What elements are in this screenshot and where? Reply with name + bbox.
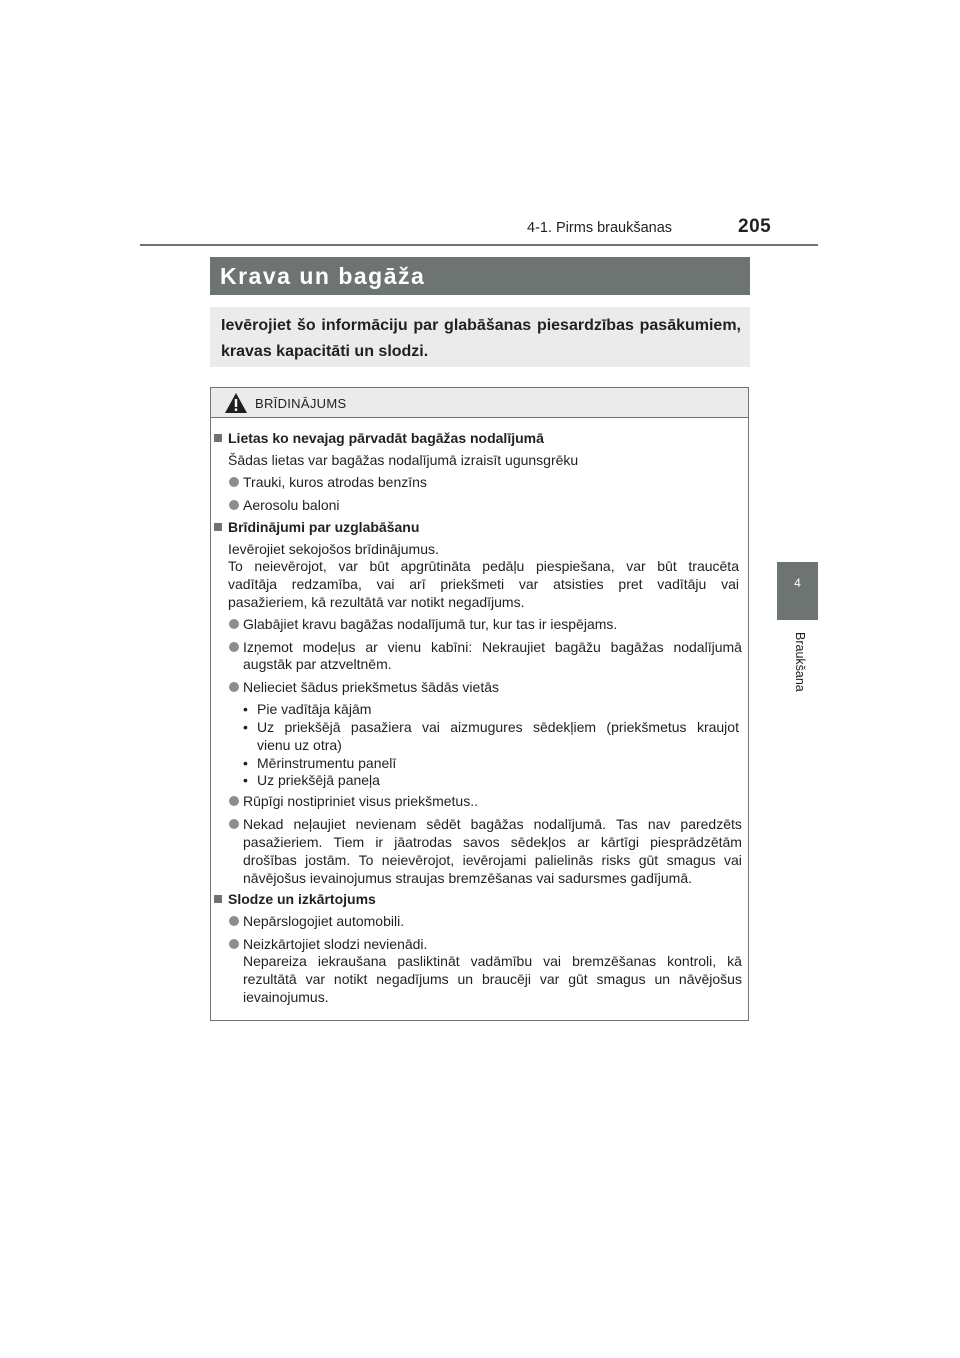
intro-text: Ievērojiet šo informāciju par glabāšanas piesardzības pasākumiem, kravas kapacitāti un slodzi. — [221, 317, 741, 360]
list-item: Neizkārtojiet slodzi nevienādi. — [243, 936, 428, 952]
chapter-label: Braukšana — [793, 632, 807, 692]
list-item: Nelieciet šādus priekšmetus šādās vietās — [243, 679, 500, 695]
chapter-number: 4 — [794, 576, 801, 590]
bullet-dot — [229, 682, 239, 692]
section-marker — [214, 523, 222, 531]
section-marker — [214, 895, 222, 903]
section-heading: Brīdinājumi par uzglabāšanu — [228, 519, 420, 535]
sub-bullet: • — [243, 755, 248, 771]
sub-item: vienu uz otra) — [257, 737, 342, 753]
bullet-dot — [229, 796, 239, 806]
list-item: drošības jostām. To neievērojot, ievērojami palielinās risks gūt smagus vai — [243, 852, 742, 868]
list-item: Glabājiet kravu bagāžas nodalījumā tur, kur tas ir iespējams. — [243, 616, 618, 632]
sub-item: Uz priekšējā paneļa — [257, 772, 380, 788]
page-number: 205 — [738, 216, 772, 237]
section-text: vadītāja redzamība, vai arī priekšmeti var atsisties pret vadītāju vai — [228, 576, 739, 592]
warning-label: BRĪDINĀJUMS — [255, 396, 347, 411]
page-title: Krava un bagāža — [220, 263, 426, 289]
bullet-dot — [229, 500, 239, 510]
chapter-tab — [777, 562, 818, 620]
sub-item: Pie vadītāja kājām — [257, 701, 372, 717]
list-item: Nepareiza iekraušana pasliktināt vadāmību vai bremzēšanas kontroli, kā — [243, 953, 742, 969]
bullet-dot — [229, 916, 239, 926]
section-heading: Lietas ko nevajag pārvadāt bagāžas nodalījumā — [228, 430, 544, 446]
list-item: Nepārslogojiet automobili. — [243, 913, 405, 929]
sub-bullet: • — [243, 772, 248, 788]
list-item: Rūpīgi nostipriniet visus priekšmetus.. — [243, 793, 478, 809]
bullet-dot — [229, 939, 239, 949]
header-divider — [140, 244, 818, 246]
section-text: pasažieriem, kā rezultātā var notikt negadījums. — [228, 594, 525, 610]
section-heading: Slodze un izkārtojums — [228, 891, 376, 907]
list-item: ievainojumus. — [243, 989, 329, 1005]
bullet-dot — [229, 819, 239, 829]
bullet-dot — [229, 477, 239, 487]
section-text: To neievērojot, var būt apgrūtināta pedāļu piespiešana, var būt traucēta — [228, 558, 739, 574]
section-marker — [214, 434, 222, 442]
sub-bullet: • — [243, 719, 248, 735]
list-item: Izņemot modeļus ar vienu kabīni: Nekraujiet bagāžu bagāžas nodalījumā — [243, 639, 742, 655]
section-text: Ievērojiet sekojošos brīdinājumus. — [228, 541, 439, 557]
warning-icon — [224, 392, 248, 414]
list-item: Trauki, kuros atrodas benzīns — [243, 474, 427, 490]
list-item: nāvējošus ievainojumus straujas bremzēšanas vai sadursmes gadījumā. — [243, 870, 692, 886]
sub-item: Mērinstrumentu panelī — [257, 755, 397, 771]
bullet-dot — [229, 619, 239, 629]
list-item: Nekad neļaujiet nevienam sēdēt bagāžas nodalījumā. Tas nav paredzēts — [243, 816, 742, 832]
list-item: augstāk par atzveltnēm. — [243, 656, 392, 672]
section-reference: 4-1. Pirms braukšanas — [527, 220, 673, 236]
section-text: Šādas lietas var bagāžas nodalījumā izraisīt ugunsgrēku — [228, 452, 579, 468]
list-item: rezultātā var notikt negadījums un braucēji var gūt smagus un nāvējošus — [243, 971, 742, 987]
sub-bullet: • — [243, 701, 248, 717]
bullet-dot — [229, 642, 239, 652]
list-item: pasažieriem. Tiem ir jāatrodas savos sēdekļos ar kārtīgi piesprādzētām — [243, 834, 742, 850]
list-item: Aerosolu baloni — [243, 497, 340, 513]
sub-item: Uz priekšējā pasažiera vai aizmugures sēdekļiem (priekšmetus kraujot — [257, 719, 739, 735]
